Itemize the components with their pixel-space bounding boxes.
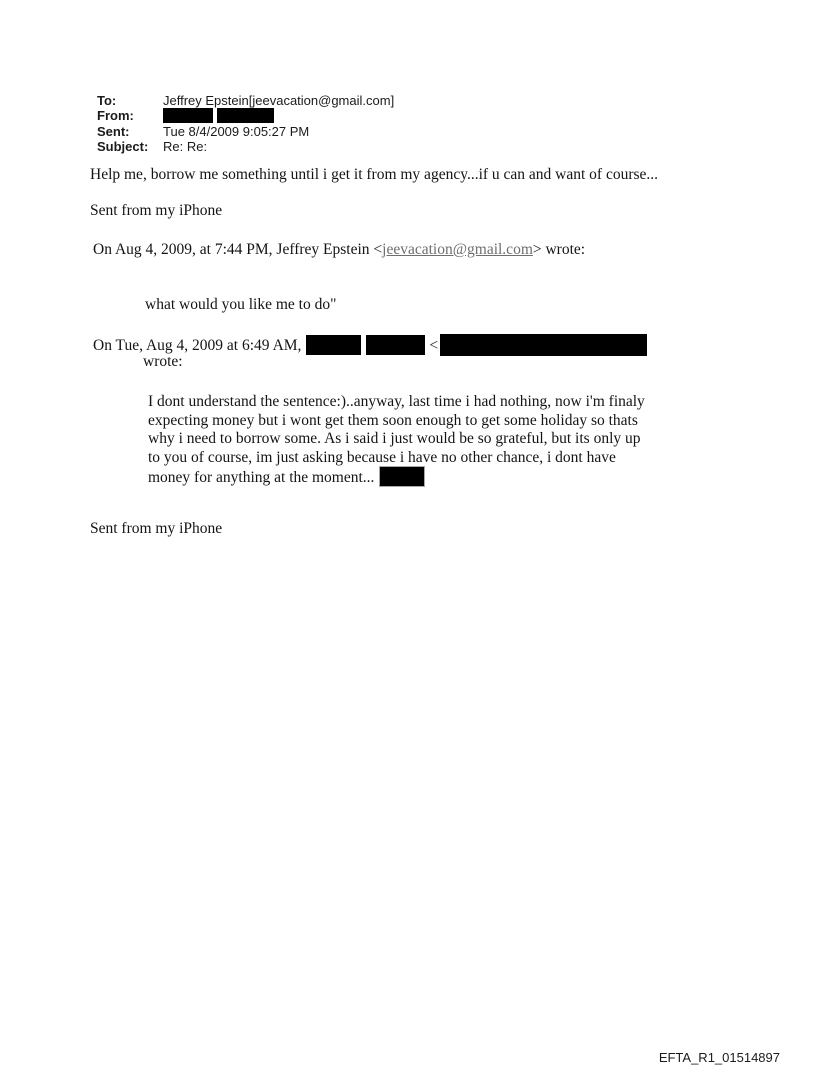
message-opening-line: Help me, borrow me something until i get it from my agency...if u can and want of course... <box>90 166 659 183</box>
from-value-redacted <box>163 108 274 123</box>
from-label: From: <box>97 108 134 124</box>
redaction-bar <box>440 334 647 356</box>
quote2-attribution-prefix: On Tue, Aug 4, 2009 at 6:49 AM, <box>93 337 302 354</box>
quote2-message-line: why i need to borrow some. As i said i just would be so grateful, but its only up <box>148 430 641 448</box>
quote1-attribution-suffix: > wrote: <box>532 241 586 258</box>
header-row-sent <box>97 124 394 139</box>
redaction-bar <box>163 108 213 123</box>
subject-label: Subject: <box>97 139 149 155</box>
quote1-attribution-prefix: On Aug 4, 2009, at 7:44 PM, Jeffrey Epstein < <box>93 241 383 258</box>
header-row-from <box>97 108 394 123</box>
redaction-bar <box>366 335 425 355</box>
sent-value: Tue 8/4/2009 9:05:27 PM <box>163 123 310 139</box>
quote2-message <box>148 393 645 488</box>
redaction-bar <box>306 335 361 355</box>
quote2-message-line: expecting money but i wont get them soon enough to get some holiday so thats <box>148 411 638 429</box>
subject-value: Re: Re: <box>163 139 208 155</box>
iphone-signature-1: Sent from my iPhone <box>90 202 223 219</box>
redaction-bar <box>380 467 424 486</box>
to-value: Jeffrey Epstein[jeevacation@gmail.com] <box>163 93 395 108</box>
angle-bracket: < <box>429 337 439 354</box>
header-row-subject <box>97 139 394 154</box>
redaction-bar <box>217 108 274 123</box>
quote2-message-line: I dont understand the sentence:)..anyway, last time i had nothing, now i'm finaly <box>148 393 645 410</box>
quote2-message-last-line <box>148 467 645 488</box>
quote2-message-line: money for anything at the moment... <box>148 469 375 487</box>
bates-number: EFTA_R1_01514897 <box>658 1050 780 1065</box>
quote2-wrote-label: wrote: <box>143 353 183 370</box>
header-row-to <box>97 93 394 108</box>
sent-label: Sent: <box>97 123 130 139</box>
to-label: To: <box>97 93 117 108</box>
quote2-message-line: to you of course, im just asking because i have no other chance, i dont have <box>148 448 616 466</box>
email-link[interactable]: jeevacation@gmail.com <box>382 241 533 258</box>
iphone-signature-2: Sent from my iPhone <box>90 520 223 537</box>
quote1-attribution <box>93 241 585 259</box>
quote1-message: what would you like me to do" <box>145 296 337 313</box>
email-header <box>97 93 394 155</box>
